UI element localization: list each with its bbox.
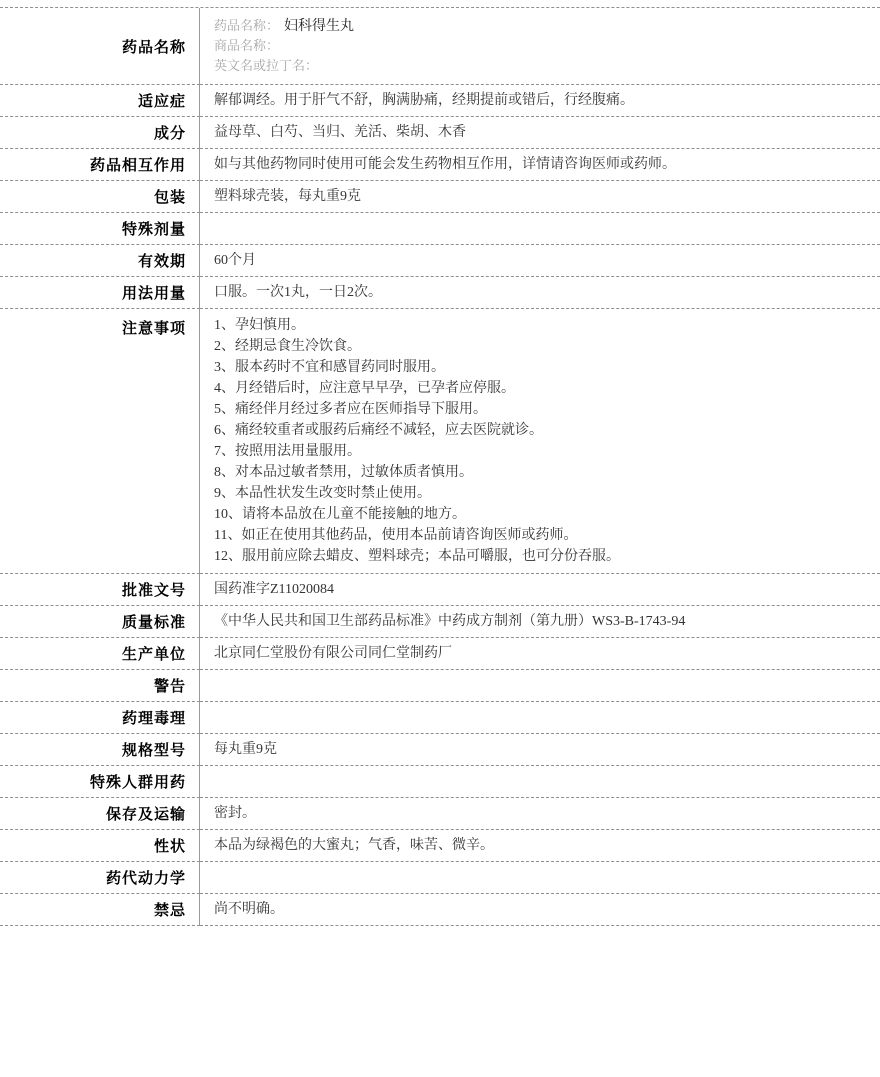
table-row-ingredients [0, 117, 880, 149]
row-label-special-dosage: 特殊剂量 [0, 213, 200, 245]
row-label-contraindications: 禁忌 [0, 894, 200, 926]
drug-name-prefix: 药品名称： [214, 18, 280, 33]
row-value-usage-dosage: 口服。一次1丸，一日2次。 [200, 277, 880, 309]
row-label-manufacturer: 生产单位 [0, 638, 200, 670]
row-value-drug-interactions: 如与其他药物同时使用可能会发生药物相互作用，详情请咨询医师或药师。 [200, 149, 880, 181]
row-label-ingredients: 成分 [0, 117, 200, 149]
row-value-packaging: 塑料球壳装，每丸重9克 [200, 181, 880, 213]
row-value-pharmacokinetics [200, 862, 880, 894]
row-label-packaging: 包装 [0, 181, 200, 213]
table-row-description [0, 830, 880, 862]
row-value-indications: 解郁调经。用于肝气不舒，胸满胁痛，经期提前或错后，行经腹痛。 [200, 85, 880, 117]
row-label-shelf-life: 有效期 [0, 245, 200, 277]
table-row-drug-interactions [0, 149, 880, 181]
table-row-special-dosage [0, 213, 880, 245]
table-row-pharmacokinetics [0, 862, 880, 894]
row-label-specification: 规格型号 [0, 734, 200, 766]
table-row-packaging [0, 181, 880, 213]
table-row-contraindications [0, 894, 880, 926]
row-value-drug-name [200, 8, 880, 85]
row-label-pharmacology-toxicology: 药理毒理 [0, 702, 200, 734]
table-row-shelf-life [0, 245, 880, 277]
trade-name-line [214, 36, 870, 56]
table-row-special-populations [0, 766, 880, 798]
row-value-manufacturer: 北京同仁堂股份有限公司同仁堂制药厂 [200, 638, 880, 670]
table-row-drug-name [0, 8, 880, 85]
table-row-manufacturer [0, 638, 880, 670]
table-row-warning [0, 670, 880, 702]
table-row-usage-dosage [0, 277, 880, 309]
row-value-specification: 每丸重9克 [200, 734, 880, 766]
row-label-pharmacokinetics: 药代动力学 [0, 862, 200, 894]
row-label-description: 性状 [0, 830, 200, 862]
row-value-pharmacology-toxicology [200, 702, 880, 734]
precaution-item: 11、如正在使用其他药品，使用本品前请咨询医师或药师。 [214, 528, 578, 543]
table-row-indications [0, 85, 880, 117]
row-label-approval-number: 批准文号 [0, 574, 200, 606]
row-label-drug-name: 药品名称 [0, 8, 200, 85]
row-value-ingredients: 益母草、白芍、当归、羌活、柴胡、木香 [200, 117, 880, 149]
row-value-special-populations [200, 766, 880, 798]
table-row-precautions [0, 309, 880, 574]
latin-name-prefix: 英文名或拉丁名： [214, 58, 319, 73]
precaution-item: 6、痛经较重者或服药后痛经不减轻，应去医院就诊。 [214, 423, 543, 438]
precaution-item: 12、服用前应除去蜡皮、塑料球壳；本品可嚼服，也可分份吞服。 [214, 549, 620, 564]
row-label-special-populations: 特殊人群用药 [0, 766, 200, 798]
precaution-item: 3、服本药时不宜和感冒药同时服用。 [214, 360, 445, 375]
row-value-warning [200, 670, 880, 702]
table-row-quality-standard [0, 606, 880, 638]
trade-name-prefix: 商品名称： [214, 38, 280, 53]
row-value-quality-standard: 《中华人民共和国卫生部药品标准》中药成方制剂（第九册）WS3-B-1743-94 [200, 606, 880, 638]
precaution-item: 8、对本品过敏者禁用，过敏体质者慎用。 [214, 465, 473, 480]
table-row-approval-number [0, 574, 880, 606]
row-value-approval-number: 国药准字Z11020084 [200, 574, 880, 606]
row-label-quality-standard: 质量标准 [0, 606, 200, 638]
row-label-precautions: 注意事项 [0, 309, 200, 574]
row-label-drug-interactions: 药品相互作用 [0, 149, 200, 181]
precaution-item: 1、孕妇慎用。 [214, 318, 305, 333]
table-row-storage-transport [0, 798, 880, 830]
table-row-specification [0, 734, 880, 766]
row-label-storage-transport: 保存及运输 [0, 798, 200, 830]
row-label-indications: 适应症 [0, 85, 200, 117]
row-value-storage-transport: 密封。 [200, 798, 880, 830]
precaution-item: 9、本品性状发生改变时禁止使用。 [214, 486, 431, 501]
precaution-item: 4、月经错后时，应注意早早孕，已孕者应停服。 [214, 381, 515, 396]
precaution-item: 10、请将本品放在儿童不能接触的地方。 [214, 507, 466, 522]
row-value-shelf-life: 60个月 [200, 245, 880, 277]
row-value-precautions [200, 309, 880, 574]
precaution-item: 2、经期忌食生冷饮食。 [214, 339, 361, 354]
drug-name-line [214, 16, 870, 36]
precaution-item: 5、痛经伴月经过多者应在医师指导下服用。 [214, 402, 487, 417]
row-value-contraindications: 尚不明确。 [200, 894, 880, 926]
drug-name-value: 妇科得生丸 [284, 19, 355, 34]
row-label-warning: 警告 [0, 670, 200, 702]
latin-name-line [214, 56, 870, 76]
table-row-pharmacology-toxicology [0, 702, 880, 734]
row-value-special-dosage [200, 213, 880, 245]
precaution-item: 7、按照用法用量服用。 [214, 444, 361, 459]
row-value-description: 本品为绿褐色的大蜜丸；气香，味苦、微辛。 [200, 830, 880, 862]
drug-info-table [0, 7, 880, 926]
row-label-usage-dosage: 用法用量 [0, 277, 200, 309]
